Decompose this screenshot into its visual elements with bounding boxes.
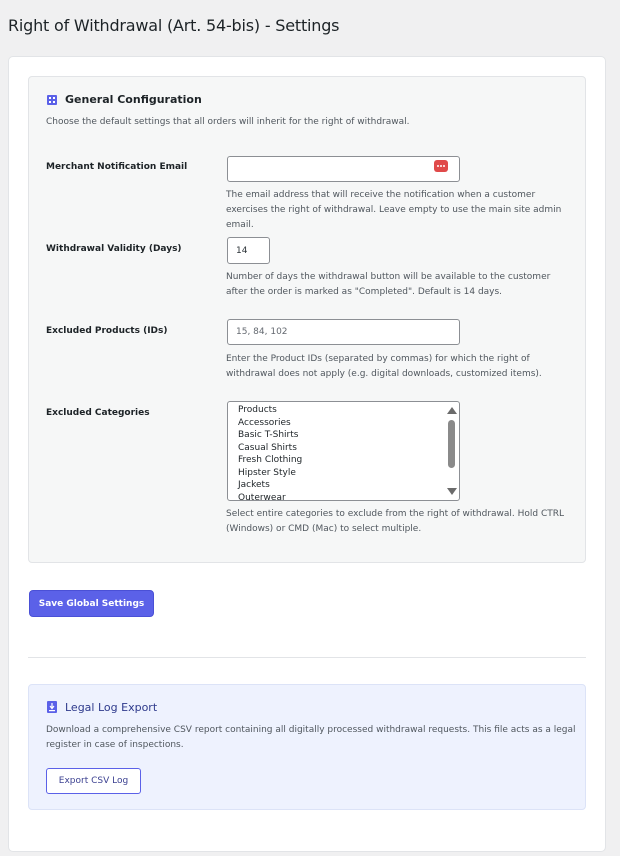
log-export-title: Legal Log Export <box>65 701 158 714</box>
section-title: General Configuration <box>65 93 202 106</box>
email-help: The email address that will receive the notification when a customer exercises the right of withdrawal. Leave empty to use the main site admin email. <box>226 190 562 230</box>
export-csv-log-button[interactable]: Export CSV Log <box>46 768 141 794</box>
excluded-products-help: Enter the Product IDs (separated by commas) for which the right of withdrawal does not apply (e.g. digital downloads, customized items). <box>226 354 542 379</box>
email-field[interactable] <box>227 156 460 182</box>
log-export-description: Download a comprehensive CSV report containing all digitally processed withdrawal requests. This file acts as a legal register in case of inspections. <box>46 725 576 750</box>
excluded-categories-select[interactable] <box>227 401 460 501</box>
email-label: Merchant Notification Email <box>46 162 188 172</box>
scrollbar-thumb[interactable] <box>448 420 455 468</box>
grid-settings-icon <box>47 95 57 105</box>
general-configuration-header <box>47 93 202 106</box>
category-options <box>228 404 302 501</box>
category-option[interactable]: Products <box>238 405 277 415</box>
validity-label: Withdrawal Validity (Days) <box>46 244 182 254</box>
section-description: Choose the default settings that all orders will inherit for the right of withdrawal. <box>46 117 410 127</box>
download-icon <box>47 701 57 713</box>
save-global-settings-button[interactable]: Save Global Settings <box>29 590 154 617</box>
legal-log-export-panel <box>28 684 586 810</box>
password-manager-icon[interactable] <box>434 160 448 172</box>
category-option[interactable]: Fresh Clothing <box>238 455 303 465</box>
page-title: Right of Withdrawal (Art. 54-bis) - Settings <box>8 16 340 35</box>
general-configuration-panel <box>28 76 586 563</box>
excluded-categories-label: Excluded Categories <box>46 408 150 418</box>
scroll-down-arrow-icon[interactable] <box>447 488 457 495</box>
category-option[interactable]: Jackets <box>238 480 270 490</box>
scroll-up-arrow-icon[interactable] <box>447 407 457 414</box>
category-option[interactable]: Accessories <box>238 417 291 428</box>
listbox-scrollbar[interactable] <box>444 403 458 499</box>
validity-help: Number of days the withdrawal button will be available to the customer after the order is marked as "Completed". Default is 14 days. <box>226 272 551 297</box>
category-option[interactable]: Outerwear <box>238 492 286 501</box>
divider <box>28 657 586 658</box>
excluded-categories-help: Select entire categories to exclude from the right of withdrawal. Hold CTRL (Windows) or CMD (Mac) to select multiple. <box>226 509 565 534</box>
validity-days-input[interactable] <box>227 237 270 264</box>
excluded-products-input[interactable] <box>227 319 460 345</box>
category-option[interactable]: Hipster Style <box>238 467 296 478</box>
category-option[interactable]: Casual Shirts <box>238 442 297 453</box>
category-option[interactable]: Basic T-Shirts <box>238 430 299 440</box>
excluded-products-label: Excluded Products (IDs) <box>46 326 168 336</box>
settings-card <box>8 56 606 852</box>
